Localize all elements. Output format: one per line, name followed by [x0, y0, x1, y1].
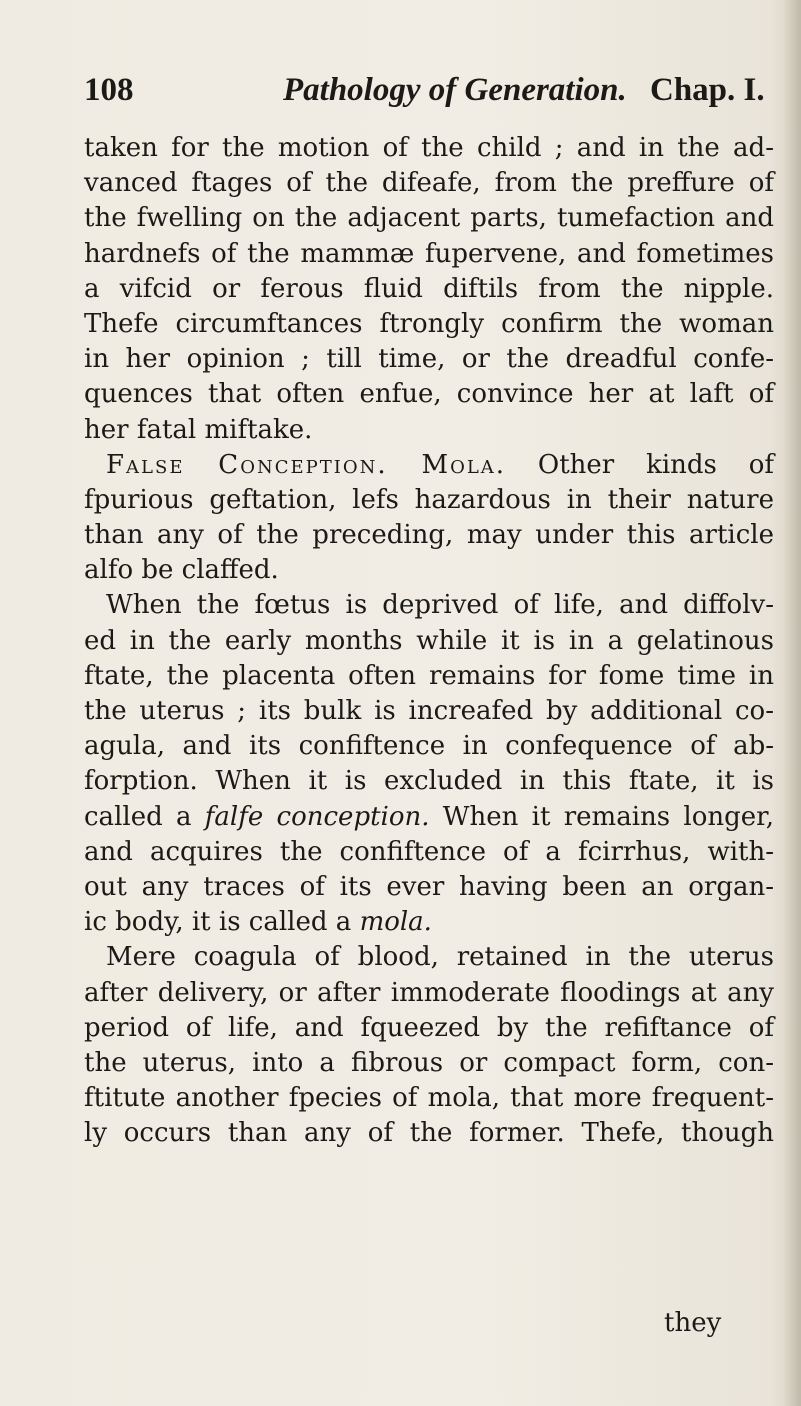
- page-number: 108: [84, 72, 134, 108]
- text-line: Mere coagula of blood, retained in the uterus: [106, 942, 774, 973]
- text-line: taken for the motion of the child ; and in the ad-: [84, 133, 774, 163]
- text-line: ly occurs than any of the former. Thefe, though: [84, 1118, 774, 1149]
- text-line: ftate, the placenta often remains for fome time in: [84, 660, 774, 691]
- text-fragment: When it remains longer,: [429, 801, 774, 832]
- text-fragment: ic body, it is called a: [84, 907, 360, 938]
- text-line: after delivery, or after immoderate floodings at any: [84, 977, 774, 1008]
- text-line: alfo be claffed.: [84, 555, 279, 586]
- text-line: than any of the preceding, may under this article: [84, 520, 774, 551]
- text-line-with-italic: [84, 800, 774, 835]
- italic-term: mola.: [359, 907, 432, 938]
- text-line: a vifcid or ferous fluid diftils from the nipple.: [84, 273, 774, 304]
- text-line: ed in the early months while it is in a gelatinous: [84, 625, 774, 656]
- page-edge-shadow: [783, 0, 801, 1406]
- text-line: the uterus, into a fibrous or compact form, con-: [84, 1047, 774, 1078]
- chapter-label: Chap. I.: [650, 72, 765, 108]
- text-line: agula, and its confiftence in confequence of ab-: [84, 731, 774, 762]
- text-line: the uterus ; its bulk is increafed by additional co-: [84, 696, 774, 726]
- text-line: the fwelling on the adjacent parts, tumefaction and: [84, 203, 774, 234]
- text-line: ftitute another fpecies of mola, that more frequent-: [84, 1083, 774, 1114]
- text-body: [84, 131, 774, 1151]
- text-line: her fatal miftake.: [84, 414, 313, 445]
- catchword: they: [664, 1308, 722, 1338]
- text-line: fpurious geftation, lefs hazardous in their nature: [84, 484, 774, 515]
- section-heading-rest: Other kinds of: [537, 449, 774, 480]
- text-line: and acquires the confiftence of a fcirrhus, with-: [84, 836, 774, 867]
- section-heading: False Conception. Mola.: [106, 449, 507, 480]
- italic-term: falfe conception.: [204, 801, 430, 832]
- text-fragment: called a: [84, 801, 205, 832]
- text-line: forption. When it is excluded in this ftate, it is: [84, 766, 774, 797]
- text-line: quences that often enfue, convince her at laft of: [84, 379, 774, 410]
- text-line-with-italic: [84, 905, 774, 940]
- text-line: period of life, and fqueezed by the refiftance of: [84, 1012, 774, 1043]
- text-line: out any traces of its ever having been an organ-: [84, 871, 774, 902]
- text-line: in her opinion ; till time, or the dreadful confe-: [84, 344, 774, 375]
- text-line: hardnefs of the mammæ fupervene, and fometimes: [84, 238, 774, 269]
- text-line: When the fœtus is deprived of life, and diffolv-: [106, 590, 774, 621]
- running-title: Pathology of Generation.: [283, 72, 627, 108]
- text-line: vanced ftages of the difeafe, from the preffure of: [84, 168, 774, 199]
- text-line: Thefe circumftances ftrongly confirm the woman: [84, 308, 774, 339]
- section-heading-line: [84, 448, 774, 483]
- running-header: [84, 72, 774, 122]
